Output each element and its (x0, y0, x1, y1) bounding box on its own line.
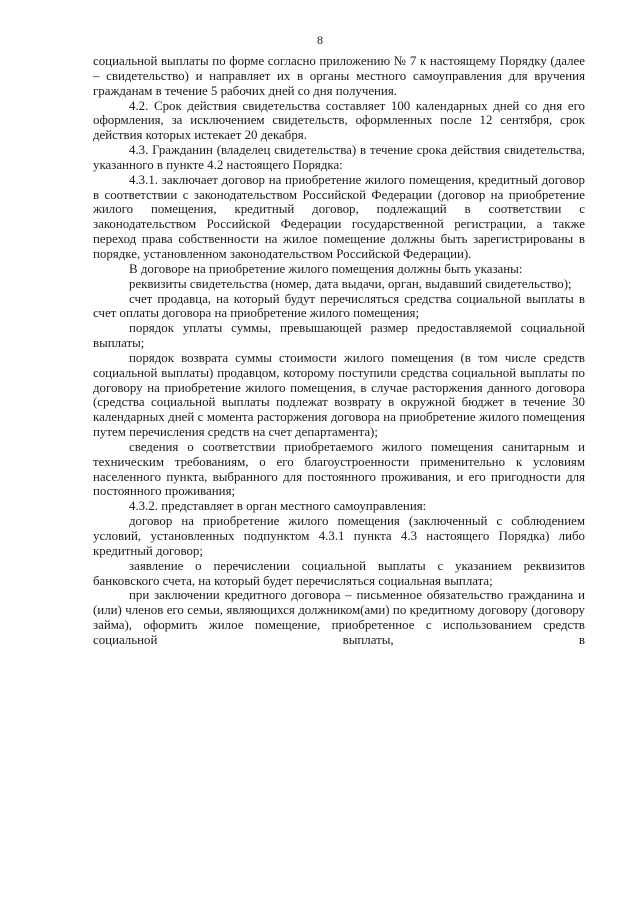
document-body (93, 54, 585, 648)
paragraph-contract-submission: договор на приобретение жилого помещения (заключенный с соблюдением условий, установленных подпунктом 4.3.1 пункта 4.3 настоящего Порядка) либо кредитный договор; (93, 514, 585, 558)
paragraph-refund-order: порядок возврата суммы стоимости жилого помещения (в том числе средств социальной выплаты) продавцом, которому поступили средства социальной выплаты по договору на приобретение жилого помещения, в случае расторжения данного договора (средства социальной выплаты подлежат возврату в окружной бюджет в течение 30 календарных дней с момента расторжения договора на приобретение жилого помещения путем перечисления средств на счет департамента); (93, 350, 585, 440)
paragraph-continuation: социальной выплаты по форме согласно приложению № 7 к настоящему Порядку (далее – свидетельство) и направляет их в органы местного самоуправления для вручения гражданам в течение 5 рабочих дней со дня получения. (93, 54, 585, 98)
paragraph-credit-obligation: при заключении кредитного договора – письменное обязательство гражданина и (или) членов его семьи, являющихся должником(ами) по кредитному договору (договору займа), оформить жилое помещение, приобретенное с использованием средств социальной выплаты, в (93, 588, 585, 647)
paragraph-4-3: 4.3. Гражданин (владелец свидетельства) в течение срока действия свидетельства, указанного в пункте 4.2 настоящего Порядка: (93, 143, 585, 172)
paragraph-housing-compliance: сведения о соответствии приобретаемого жилого помещения санитарным и техническим требованиям, о его благоустроенности применительно к условиям населенного пункта, выбранного для постоянного проживания, и его пригодности для постоянного проживания; (93, 439, 585, 499)
paragraph-payment-order: порядок уплаты суммы, превышающей размер предоставляемой социальной выплаты; (93, 321, 585, 351)
paragraph-payment-application: заявление о перечислении социальной выплаты с указанием реквизитов банковского счета, на который будет перечисляться социальная выплата; (93, 558, 585, 588)
paragraph-4-3-1: 4.3.1. заключает договор на приобретение жилого помещения, кредитный договор в соответствии с законодательством Российской Федерации (договор на приобретение жилого помещения, кредитный договор, подлежащий в соответствии с законодательством Российской Федерации государственной регистрации, а также переход права собственности на жилое помещение должны быть зарегистрированы в порядке, установленном законодательством Российской Федерации). (93, 172, 585, 261)
paragraph-contract-requirements: В договоре на приобретение жилого помещения должны быть указаны: (129, 261, 523, 276)
paragraph-4-2: 4.2. Срок действия свидетельства составляет 100 календарных дней со дня его оформления, за исключением свидетельств, оформленных после 12 сентября, срок действия которых истекает 20 декабря. (93, 98, 585, 143)
page-number: 8 (317, 33, 323, 47)
paragraph-seller-account: счет продавца, на который будут перечисляться средства социальной выплаты в счет оплаты договора на приобретение жилого помещения; (93, 291, 585, 321)
paragraph-certificate-details: реквизиты свидетельства (номер, дата выдачи, орган, выдавший свидетельство); (129, 276, 572, 291)
paragraph-4-3-2: 4.3.2. представляет в орган местного самоуправления: (129, 499, 427, 514)
